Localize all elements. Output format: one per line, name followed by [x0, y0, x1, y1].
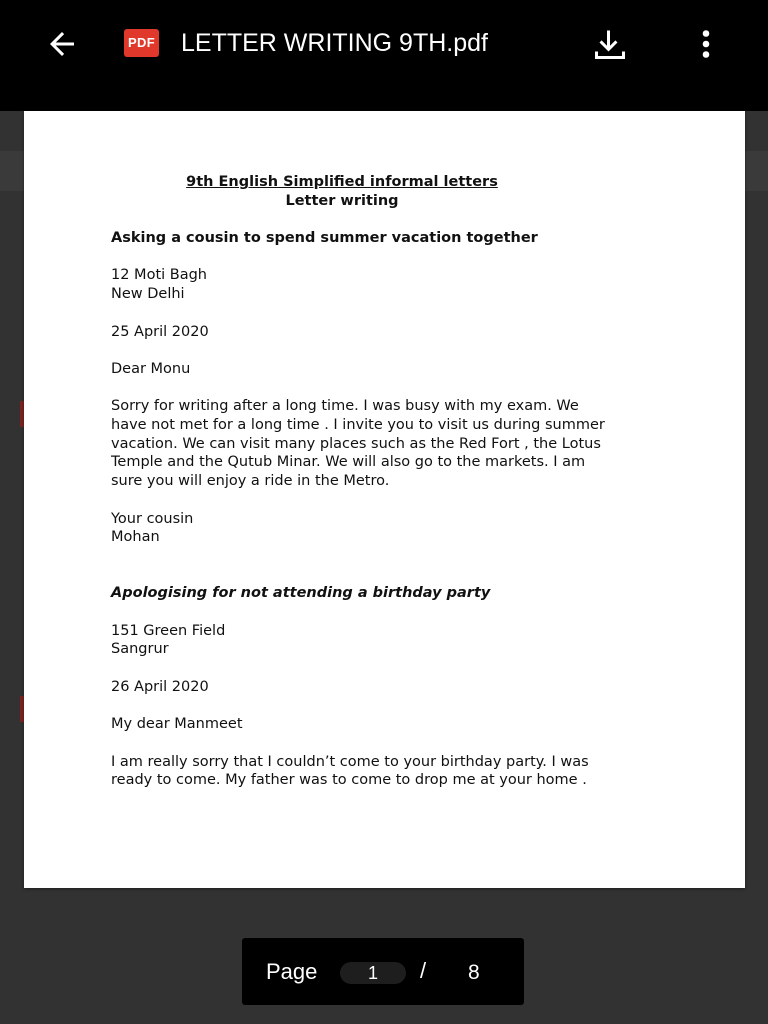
- file-title: LETTER WRITING 9TH.pdf: [181, 29, 488, 57]
- letter2-body-line: I am really sorry that I couldn’t come to your birthday party. I was: [111, 753, 589, 770]
- letter1-body-line: sure you will enjoy a ride in the Metro.: [111, 473, 390, 490]
- letter1-body-line: Temple and the Qutub Minar. We will also go to the markets. I am: [111, 454, 586, 471]
- document-title: 9th English Simplified informal letters: [186, 174, 498, 190]
- total-pages: 8: [468, 961, 480, 984]
- page-label: Page: [266, 959, 318, 984]
- letter2-address-line1: 151 Green Field: [111, 622, 226, 639]
- page-indicator: [242, 938, 524, 1005]
- letter1-address-line2: New Delhi: [111, 286, 185, 303]
- letter2-salutation: My dear Manmeet: [111, 716, 243, 733]
- document-subtitle: Letter writing: [285, 192, 399, 209]
- arrow-left-icon: [44, 26, 80, 62]
- top-toolbar: [0, 0, 768, 111]
- letter1-address-line1: 12 Moti Bagh: [111, 267, 207, 284]
- letter2-body-line: ready to come. My father was to come to drop me at your home .: [111, 772, 587, 789]
- back-button[interactable]: [40, 22, 84, 66]
- letter1-closing: Your cousin: [111, 510, 194, 527]
- document-content: [111, 173, 671, 790]
- page-separator: /: [420, 958, 427, 983]
- pdf-page[interactable]: [24, 111, 745, 888]
- letter1-body-line: Sorry for writing after a long time. I was busy with my exam. We: [111, 398, 579, 415]
- letter1-date: 25 April 2020: [111, 323, 209, 340]
- letter1-body-line: have not met for a long time . I invite you to visit us during summer: [111, 417, 605, 434]
- letter2-date: 26 April 2020: [111, 678, 209, 695]
- letter1-body-line: vacation. We can visit many places such as the Red Fort , the Lotus: [111, 435, 601, 452]
- letter1-signature: Mohan: [111, 529, 160, 546]
- current-page-input[interactable]: 1: [340, 962, 406, 984]
- letter1-salutation: Dear Monu: [111, 360, 191, 377]
- letter2-heading: Apologising for not attending a birthday party: [111, 585, 491, 602]
- download-button[interactable]: [588, 22, 632, 66]
- more-vertical-icon: [688, 26, 724, 62]
- more-options-button[interactable]: [684, 22, 728, 66]
- download-icon: [592, 26, 628, 62]
- letter2-address-line2: Sangrur: [111, 641, 169, 658]
- pdf-file-icon: PDF: [124, 29, 159, 57]
- letter1-heading: Asking a cousin to spend summer vacation together: [111, 230, 538, 247]
